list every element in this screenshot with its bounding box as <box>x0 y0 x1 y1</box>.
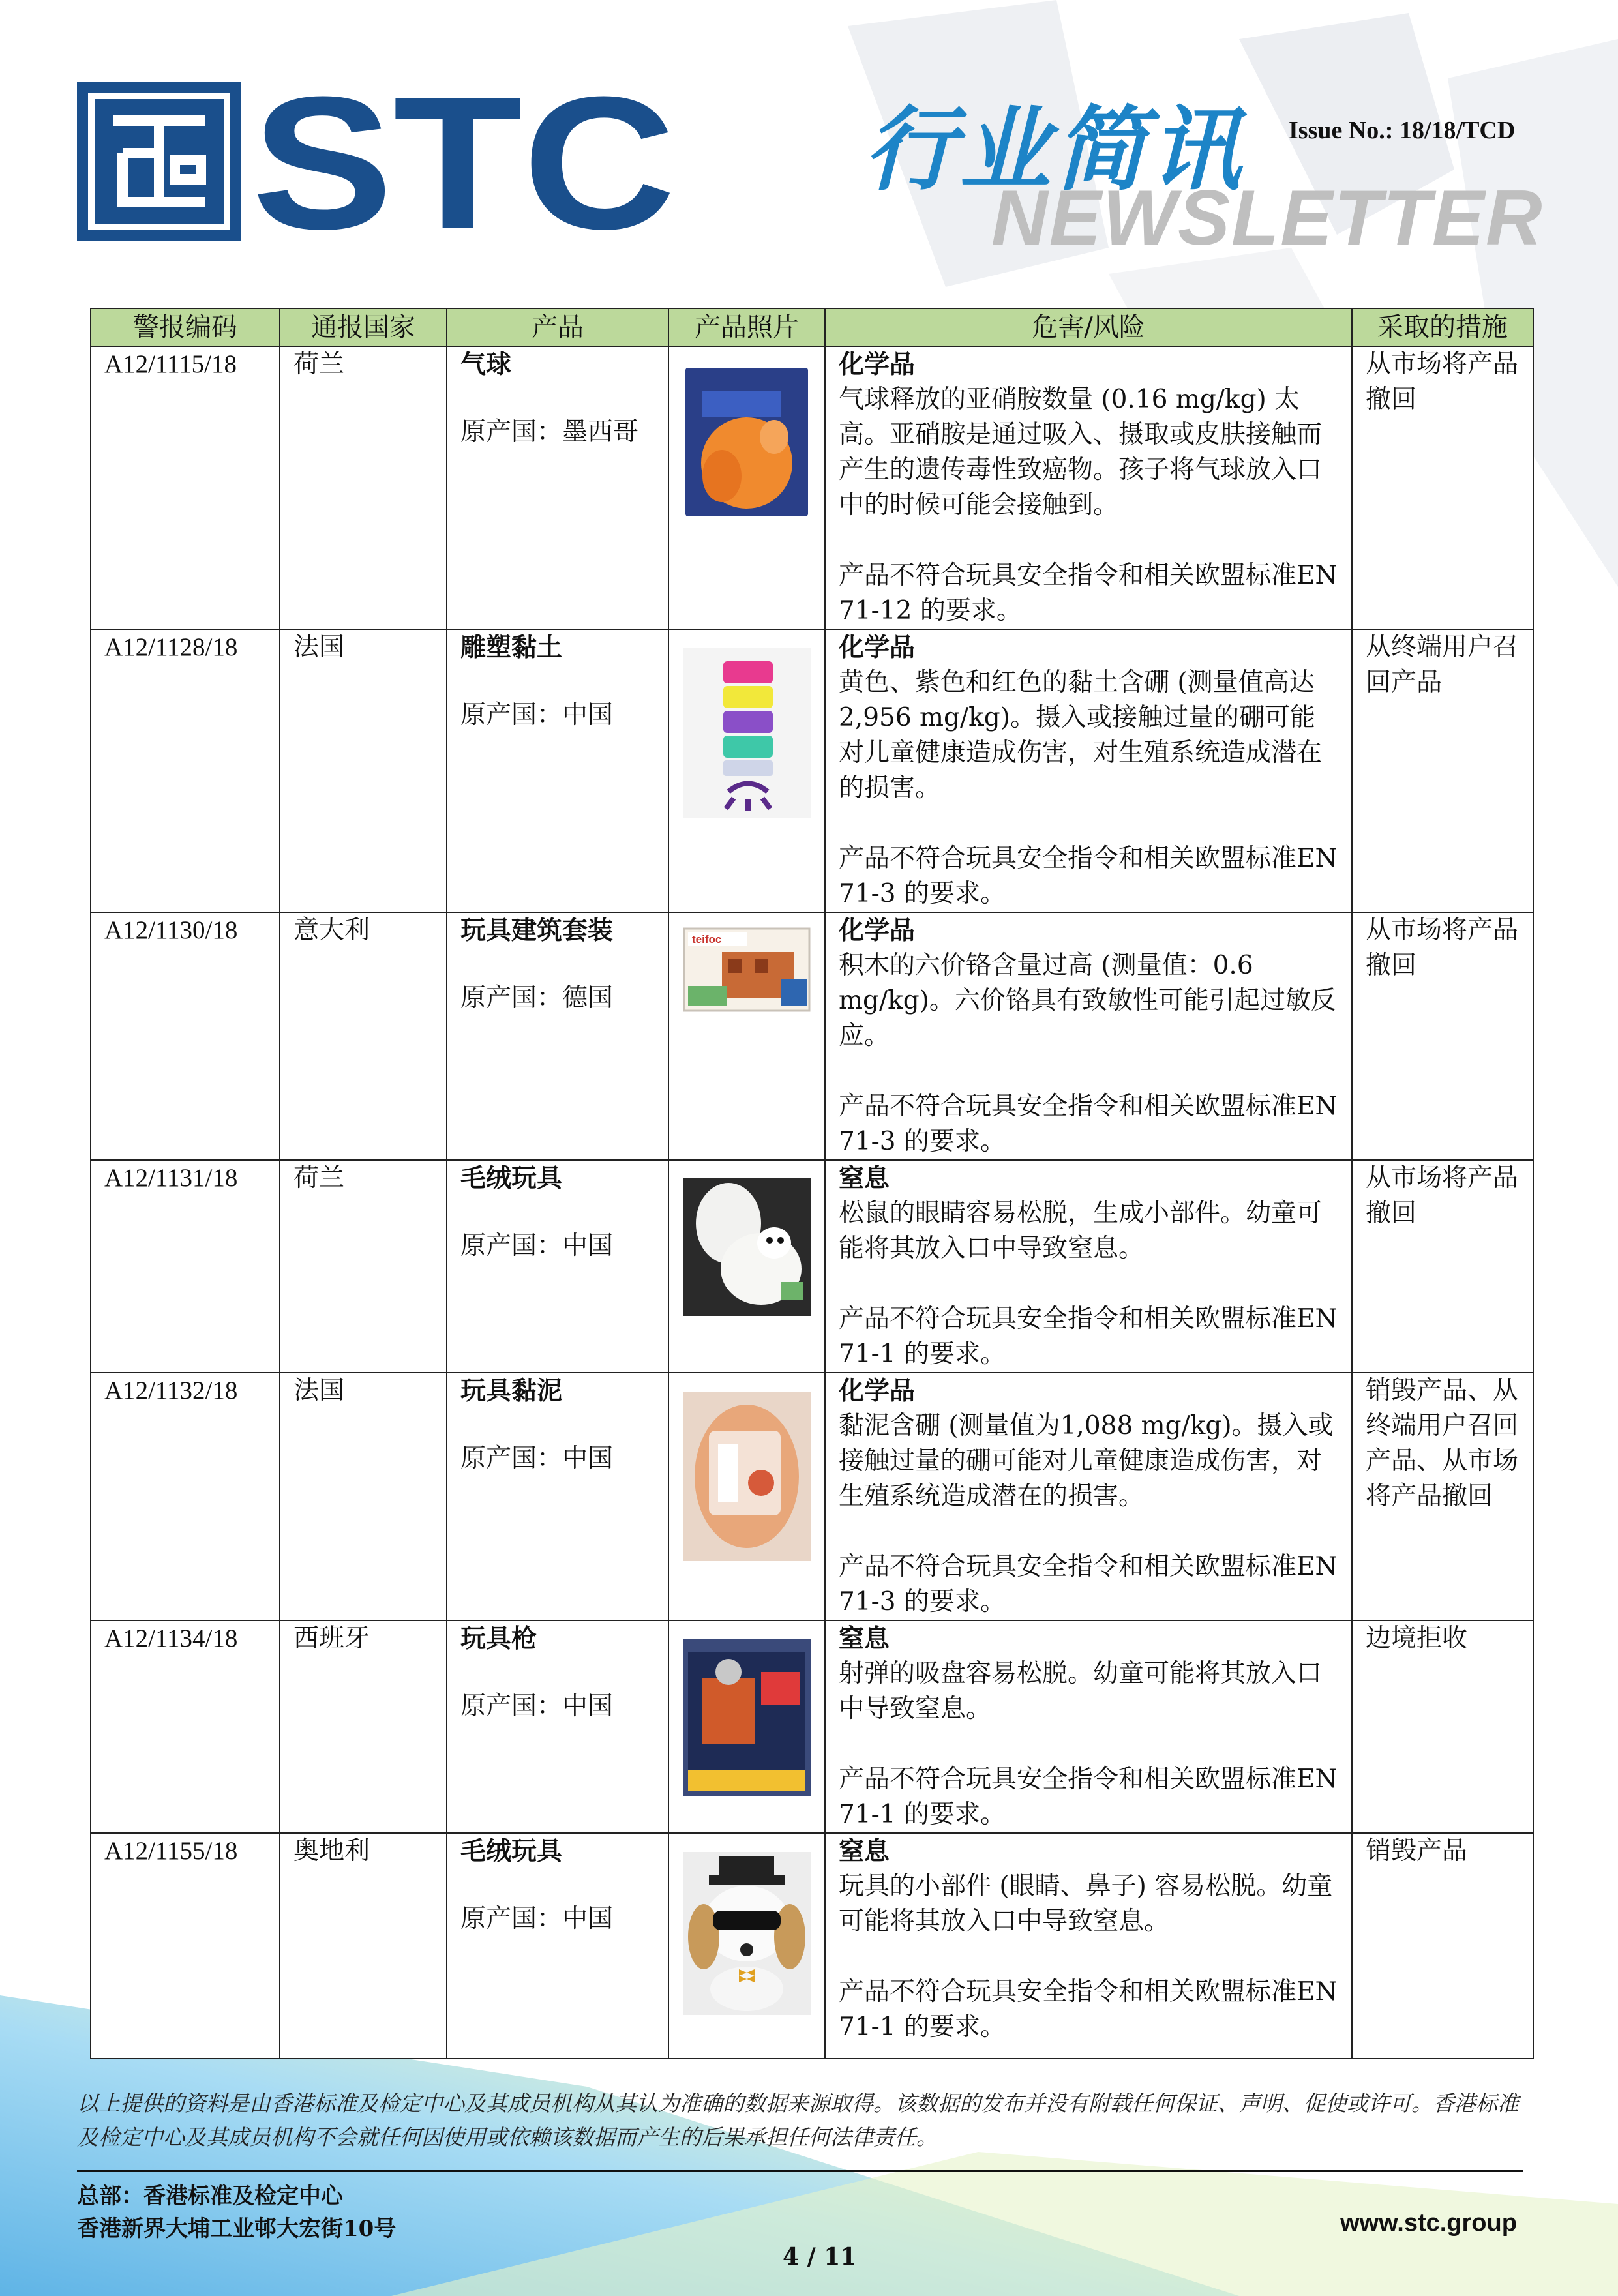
photo-cell <box>668 629 825 912</box>
hazard-cell <box>825 1373 1352 1620</box>
notifying-country: 法国 <box>280 629 447 912</box>
logo-text: STC <box>252 82 676 241</box>
stc-logo <box>77 82 677 241</box>
standard-note: 产品不符合玩具安全指令和相关欧盟标准EN 71-12 的要求。 <box>839 561 1338 625</box>
hazard-description: 积木的六价铬含量过高 (测量值：0.6 mg/kg)。六价铬具有致敏性可能引起过敏反应。 <box>839 951 1336 1051</box>
measures-taken: 从市场将产品撤回 <box>1352 346 1533 629</box>
header-product: 产品 <box>447 308 668 346</box>
balloon-pack-icon <box>683 365 811 519</box>
measures-taken: 销毁产品 <box>1352 1833 1533 2059</box>
building-set-box-icon <box>683 927 811 1012</box>
measures-taken: 销毁产品、从终端用户召回产品、从市场将产品撤回 <box>1352 1373 1533 1620</box>
hq-address: 香港新界大埔工业邨大宏街10号 <box>77 2216 397 2242</box>
table-row <box>91 1620 1533 1833</box>
table-row <box>91 346 1533 629</box>
notifying-country: 奥地利 <box>280 1833 447 2059</box>
alert-table <box>90 308 1534 2059</box>
standard-note: 产品不符合玩具安全指令和相关欧盟标准EN 71-1 的要求。 <box>839 1304 1338 1369</box>
disclaimer: 以上提供的资料是由香港标准及检定中心及其成员机构从其认为准确的数据来源取得。该数据的发布并没有附载任何保证、声明、促使或许可。香港标准及检定中心及其成员机构不会就任何因使用或依赖该数据而产生的后果承担任何法律责任。 <box>77 2091 1519 2150</box>
newsletter-title-en: NEWSLETTER <box>991 174 1544 261</box>
hazard-description: 射弹的吸盘容易松脱。幼童可能将其放入口中导致窒息。 <box>839 1659 1323 1723</box>
photo-cell <box>668 912 825 1160</box>
table-header-row <box>91 308 1533 346</box>
product-cell <box>447 1373 668 1620</box>
measures-taken: 从市场将产品撤回 <box>1352 912 1533 1160</box>
footer-divider <box>77 2170 1523 2172</box>
issue-number: Issue No.: 18/18/TCD <box>1289 117 1516 144</box>
header-alert-code: 警报编码 <box>91 308 280 346</box>
clay-tubs-icon <box>683 648 811 818</box>
notifying-country: 荷兰 <box>280 346 447 629</box>
measures-taken: 从市场将产品撤回 <box>1352 1160 1533 1373</box>
hazard-category: 化学品 <box>839 1376 916 1406</box>
alert-code: A12/1155/18 <box>91 1833 280 2059</box>
header-country: 通报国家 <box>280 308 447 346</box>
hazard-cell <box>825 346 1352 629</box>
standard-note: 产品不符合玩具安全指令和相关欧盟标准EN 71-3 的要求。 <box>839 1552 1338 1617</box>
hazard-description: 黏泥含硼 (测量值为1,088 mg/kg)。摄入或接触过量的硼可能对儿童健康造成伤害，对生殖系统造成潜在的损害。 <box>839 1411 1334 1511</box>
product-name: 玩具枪 <box>460 1624 537 1654</box>
product-cell <box>447 1160 668 1373</box>
toy-gun-box-icon <box>683 1639 811 1796</box>
hazard-cell <box>825 912 1352 1160</box>
header-measures: 采取的措施 <box>1352 308 1533 346</box>
slime-bag-icon <box>683 1392 811 1561</box>
product-name: 玩具建筑套装 <box>460 916 614 946</box>
product-name: 毛绒玩具 <box>460 1163 563 1193</box>
product-cell <box>447 912 668 1160</box>
photo-cell <box>668 1160 825 1373</box>
alert-code: A12/1131/18 <box>91 1160 280 1373</box>
notifying-country: 法国 <box>280 1373 447 1620</box>
hazard-category: 窒息 <box>839 1624 890 1654</box>
hazard-description: 气球释放的亚硝胺数量 (0.16 mg/kg) 太高。亚硝胺是通过吸入、摄取或皮肤接触而产生的遗传毒性致癌物。孩子将气球放入口中的时候可能会接触到。 <box>839 385 1323 520</box>
hazard-category: 窒息 <box>839 1836 890 1866</box>
photo-cell <box>668 1620 825 1833</box>
product-name: 毛绒玩具 <box>460 1836 563 1866</box>
product-cell <box>447 1620 668 1833</box>
product-name: 气球 <box>460 350 512 380</box>
measures-taken: 边境拒收 <box>1352 1620 1533 1833</box>
alert-code: A12/1128/18 <box>91 629 280 912</box>
hazard-category: 化学品 <box>839 916 916 946</box>
product-origin: 原产国：中国 <box>460 700 614 730</box>
newsletter-title-cn: 行业简讯 <box>864 97 1246 203</box>
product-origin: 原产国：中国 <box>460 1231 614 1260</box>
product-origin: 原产国：中国 <box>460 1692 614 1721</box>
hq-name: 总部：香港标准及检定中心 <box>77 2183 343 2209</box>
alert-code: A12/1115/18 <box>91 346 280 629</box>
product-origin: 原产国：德国 <box>460 983 614 1013</box>
hazard-description: 玩具的小部件 (眼睛、鼻子) 容易松脱。幼童可能将其放入口中导致窒息。 <box>839 1871 1333 1936</box>
hazard-category: 窒息 <box>839 1163 890 1193</box>
photo-cell <box>668 1373 825 1620</box>
header-hazard: 危害/风险 <box>825 308 1352 346</box>
standard-note: 产品不符合玩具安全指令和相关欧盟标准EN 71-1 的要求。 <box>839 1977 1338 2042</box>
photo-brand: teifoc <box>692 933 722 946</box>
table-row <box>91 1160 1533 1373</box>
table-row <box>91 912 1533 1160</box>
standard-note: 产品不符合玩具安全指令和相关欧盟标准EN 71-3 的要求。 <box>839 1092 1338 1156</box>
product-name: 雕塑黏土 <box>460 633 563 663</box>
notifying-country: 荷兰 <box>280 1160 447 1373</box>
hazard-cell <box>825 629 1352 912</box>
product-cell <box>447 629 668 912</box>
product-cell <box>447 346 668 629</box>
page-number: 4 / 11 <box>783 2243 857 2271</box>
hazard-cell <box>825 1833 1352 2059</box>
hazard-description: 黄色、紫色和红色的黏土含硼 (测量值高达2,956 mg/kg)。摄入或接触过量的硼可能对儿童健康造成伤害，对生殖系统造成潜在的损害。 <box>839 668 1323 803</box>
photo-cell <box>668 346 825 629</box>
product-origin: 原产国：中国 <box>460 1444 614 1473</box>
notifying-country: 西班牙 <box>280 1620 447 1833</box>
hazard-cell <box>825 1160 1352 1373</box>
website-link[interactable]: www.stc.group <box>1340 2209 1517 2237</box>
plush-squirrel-icon <box>683 1178 811 1316</box>
product-origin: 原产国：墨西哥 <box>460 417 639 447</box>
product-cell <box>447 1833 668 2059</box>
product-name: 玩具黏泥 <box>460 1376 563 1406</box>
photo-cell <box>668 1833 825 2059</box>
notifying-country: 意大利 <box>280 912 447 1160</box>
header-photo: 产品照片 <box>668 308 825 346</box>
product-origin: 原产国：中国 <box>460 1904 614 1933</box>
alert-code: A12/1130/18 <box>91 912 280 1160</box>
standard-note: 产品不符合玩具安全指令和相关欧盟标准EN 71-3 的要求。 <box>839 844 1338 908</box>
plush-dog-icon <box>683 1852 811 2015</box>
hazard-category: 化学品 <box>839 350 916 380</box>
alert-code: A12/1132/18 <box>91 1373 280 1620</box>
measures-taken: 从终端用户召回产品 <box>1352 629 1533 912</box>
standard-note: 产品不符合玩具安全指令和相关欧盟标准EN 71-1 的要求。 <box>839 1765 1338 1829</box>
table-row <box>91 1373 1533 1620</box>
alert-code: A12/1134/18 <box>91 1620 280 1833</box>
table-row <box>91 1833 1533 2059</box>
hazard-cell <box>825 1620 1352 1833</box>
hazard-description: 松鼠的眼睛容易松脱，生成小部件。幼童可能将其放入口中导致窒息。 <box>839 1199 1323 1263</box>
table-row <box>91 629 1533 912</box>
hazard-category: 化学品 <box>839 633 916 663</box>
